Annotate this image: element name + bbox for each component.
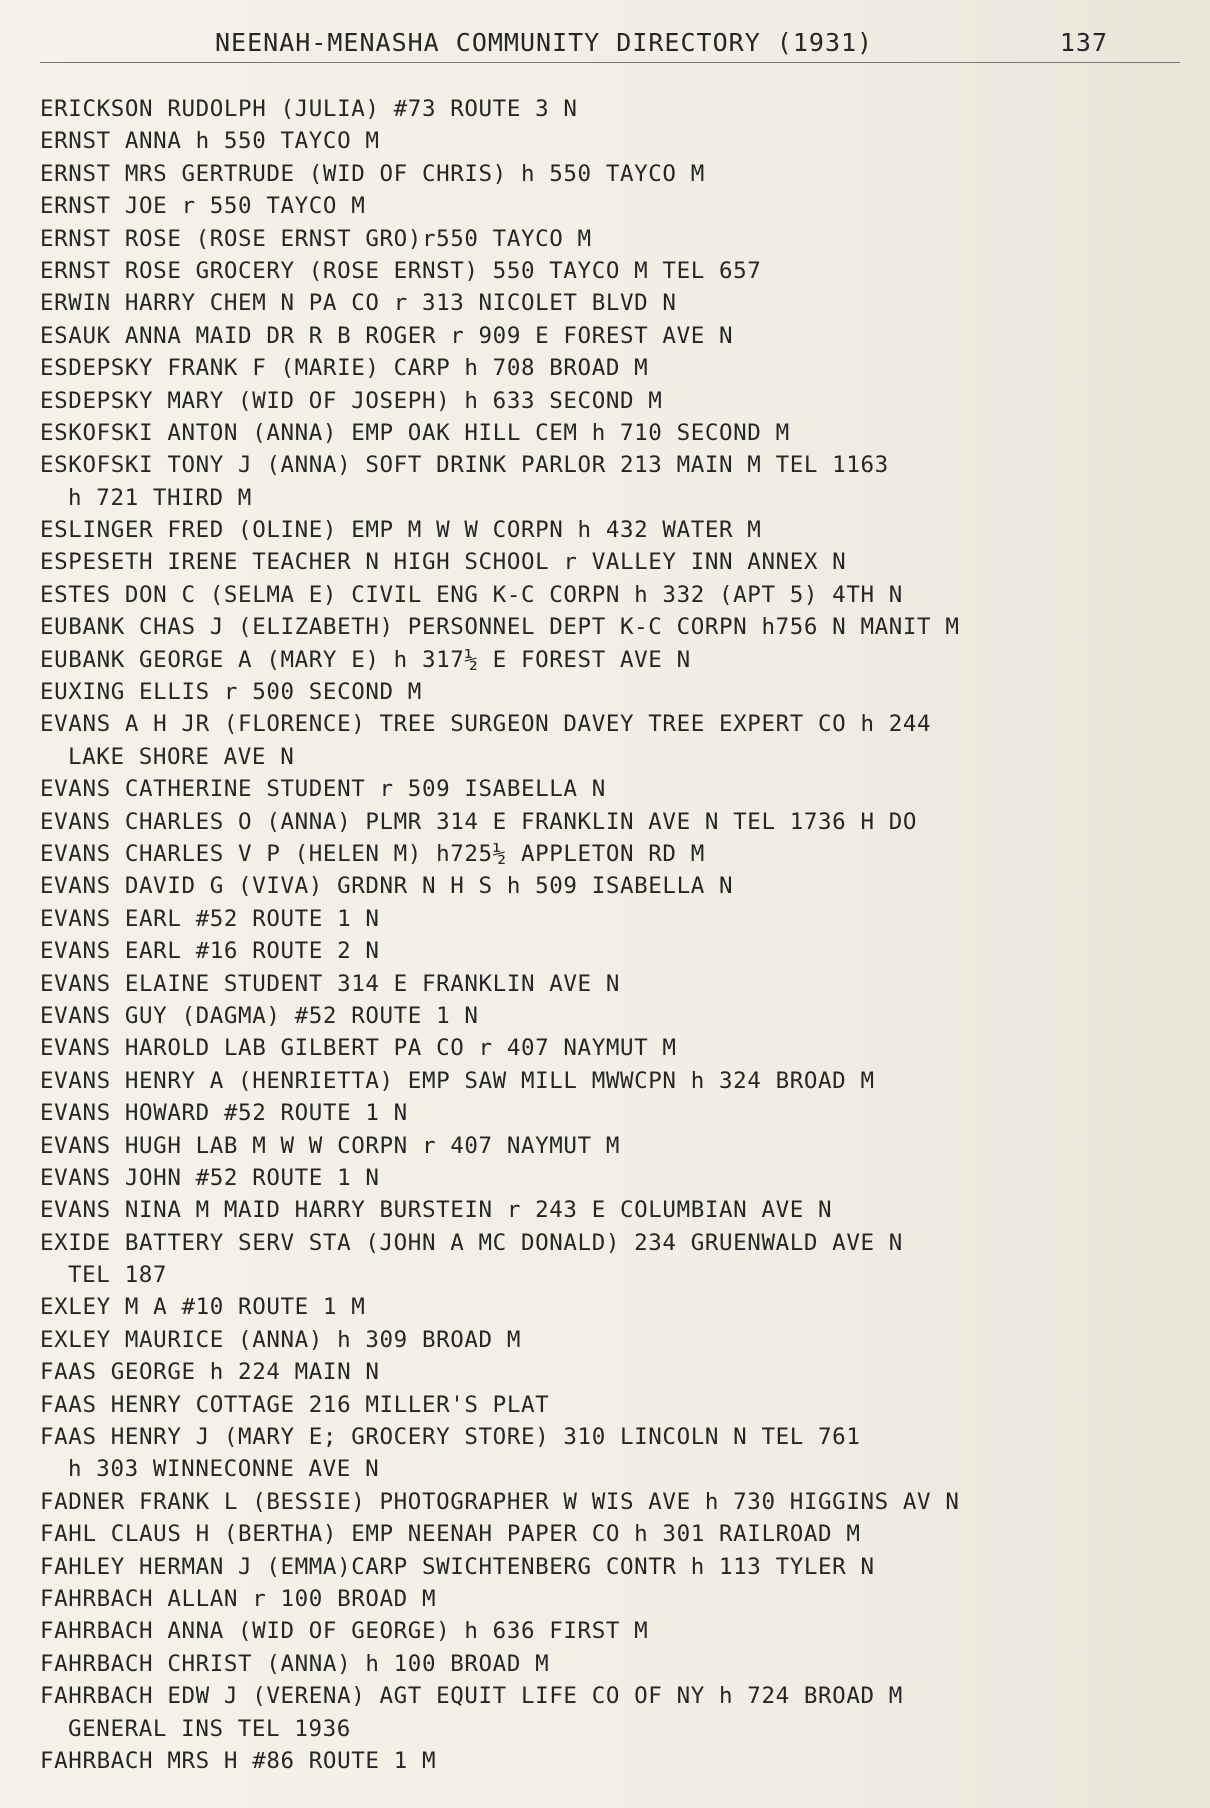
directory-entry: EUBANK GEORGE A (MARY E) h 317½ E FOREST AVE N bbox=[40, 646, 691, 673]
directory-entry: EVANS EARL #52 ROUTE 1 N bbox=[40, 905, 380, 932]
directory-entry: EXIDE BATTERY SERV STA (JOHN A MC DONALD) 234 GRUENWALD AVE N bbox=[40, 1229, 903, 1256]
directory-entry: EVANS HAROLD LAB GILBERT PA CO r 407 NAYMUT M bbox=[40, 1035, 677, 1062]
directory-entry: EVANS A H JR (FLORENCE) TREE SURGEON DAVEY TREE EXPERT CO h 244 bbox=[40, 711, 932, 738]
directory-entry: EVANS HOWARD #52 ROUTE 1 N bbox=[40, 1100, 408, 1127]
directory-entry: ESPESETH IRENE TEACHER N HIGH SCHOOL r VALLEY INN ANNEX N bbox=[40, 549, 847, 576]
directory-entry-continuation: GENERAL INS TEL 1936 bbox=[68, 1715, 351, 1742]
directory-entry: EUXING ELLIS r 500 SECOND M bbox=[40, 679, 422, 706]
directory-entry: EVANS HUGH LAB M W W CORPN r 407 NAYMUT M bbox=[40, 1132, 620, 1159]
directory-entry: ERNST ANNA h 550 TAYCO M bbox=[40, 128, 380, 155]
directory-entry: ESKOFSKI ANTON (ANNA) EMP OAK HILL CEM h 710 SECOND M bbox=[40, 419, 790, 446]
directory-entry: ESDEPSKY MARY (WID OF JOSEPH) h 633 SECOND M bbox=[40, 387, 663, 414]
directory-entry: FAAS HENRY J (MARY E; GROCERY STORE) 310 LINCOLN N TEL 761 bbox=[40, 1424, 861, 1451]
directory-entry: FAHRBACH EDW J (VERENA) AGT EQUIT LIFE CO OF NY h 724 BROAD M bbox=[40, 1683, 903, 1710]
directory-entry: EVANS CHARLES V P (HELEN M) h725½ APPLETON RD M bbox=[40, 840, 705, 867]
directory-entry: FAHL CLAUS H (BERTHA) EMP NEENAH PAPER CO h 301 RAILROAD M bbox=[40, 1521, 861, 1548]
page-header bbox=[40, 22, 1180, 63]
directory-entry: ERWIN HARRY CHEM N PA CO r 313 NICOLET BLVD N bbox=[40, 290, 677, 317]
directory-entry: EVANS CHARLES O (ANNA) PLMR 314 E FRANKLIN AVE N TEL 1736 H DO bbox=[40, 808, 918, 835]
directory-title: NEENAH-MENASHA COMMUNITY DIRECTORY (1931) bbox=[215, 28, 874, 57]
directory-entry-continuation: h 303 WINNECONNE AVE N bbox=[68, 1456, 380, 1483]
directory-entry: ERNST ROSE (ROSE ERNST GRO)r550 TAYCO M bbox=[40, 225, 592, 252]
directory-entry: EXLEY M A #10 ROUTE 1 M bbox=[40, 1294, 366, 1321]
directory-entry: FAAS HENRY COTTAGE 216 MILLER'S PLAT bbox=[40, 1391, 550, 1418]
directory-entry: EXLEY MAURICE (ANNA) h 309 BROAD M bbox=[40, 1326, 521, 1353]
directory-entry: EVANS HENRY A (HENRIETTA) EMP SAW MILL MWWCPN h 324 BROAD M bbox=[40, 1067, 875, 1094]
directory-entry: FADNER FRANK L (BESSIE) PHOTOGRAPHER W WIS AVE h 730 HIGGINS AV N bbox=[40, 1488, 960, 1515]
directory-entry: EVANS GUY (DAGMA) #52 ROUTE 1 N bbox=[40, 1002, 479, 1029]
directory-entry: FAHRBACH CHRIST (ANNA) h 100 BROAD M bbox=[40, 1650, 550, 1677]
directory-entry: EVANS DAVID G (VIVA) GRDNR N H S h 509 ISABELLA N bbox=[40, 873, 734, 900]
directory-entries bbox=[40, 93, 1180, 1777]
directory-entry: FAHLEY HERMAN J (EMMA)CARP SWICHTENBERG CONTR h 113 TYLER N bbox=[40, 1553, 875, 1580]
directory-entry: FAHRBACH MRS H #86 ROUTE 1 M bbox=[40, 1747, 437, 1774]
directory-entry: FAHRBACH ANNA (WID OF GEORGE) h 636 FIRST M bbox=[40, 1618, 649, 1645]
directory-entry: ERICKSON RUDOLPH (JULIA) #73 ROUTE 3 N bbox=[40, 96, 578, 122]
directory-entry: ESTES DON C (SELMA E) CIVIL ENG K-C CORPN h 332 (APT 5) 4TH N bbox=[40, 581, 903, 608]
directory-entry-continuation: LAKE SHORE AVE N bbox=[68, 743, 295, 770]
directory-entry: FAAS GEORGE h 224 MAIN N bbox=[40, 1359, 380, 1386]
directory-entry: EVANS NINA M MAID HARRY BURSTEIN r 243 E COLUMBIAN AVE N bbox=[40, 1197, 833, 1224]
directory-entry: EVANS EARL #16 ROUTE 2 N bbox=[40, 938, 380, 965]
directory-entry: ERNST JOE r 550 TAYCO M bbox=[40, 193, 366, 220]
directory-entry-continuation: TEL 187 bbox=[68, 1262, 168, 1289]
directory-entry: ESKOFSKI TONY J (ANNA) SOFT DRINK PARLOR 213 MAIN M TEL 1163 bbox=[40, 452, 889, 479]
directory-entry-continuation: h 721 THIRD M bbox=[68, 484, 252, 511]
directory-entry: EUBANK CHAS J (ELIZABETH) PERSONNEL DEPT K-C CORPN h756 N MANIT M bbox=[40, 614, 960, 641]
directory-entry: EVANS JOHN #52 ROUTE 1 N bbox=[40, 1164, 380, 1191]
directory-entry: ESDEPSKY FRANK F (MARIE) CARP h 708 BROAD M bbox=[40, 355, 649, 382]
directory-entry: ERNST MRS GERTRUDE (WID OF CHRIS) h 550 TAYCO M bbox=[40, 160, 705, 187]
directory-entry: ERNST ROSE GROCERY (ROSE ERNST) 550 TAYCO M TEL 657 bbox=[40, 257, 762, 284]
directory-entry: EVANS CATHERINE STUDENT r 509 ISABELLA N bbox=[40, 776, 606, 803]
page-number: 137 bbox=[1059, 28, 1108, 57]
directory-entry: FAHRBACH ALLAN r 100 BROAD M bbox=[40, 1585, 437, 1612]
directory-entry: EVANS ELAINE STUDENT 314 E FRANKLIN AVE N bbox=[40, 970, 620, 997]
directory-entry: ESAUK ANNA MAID DR R B ROGER r 909 E FOREST AVE N bbox=[40, 322, 734, 349]
directory-entry: ESLINGER FRED (OLINE) EMP M W W CORPN h 432 WATER M bbox=[40, 517, 762, 544]
